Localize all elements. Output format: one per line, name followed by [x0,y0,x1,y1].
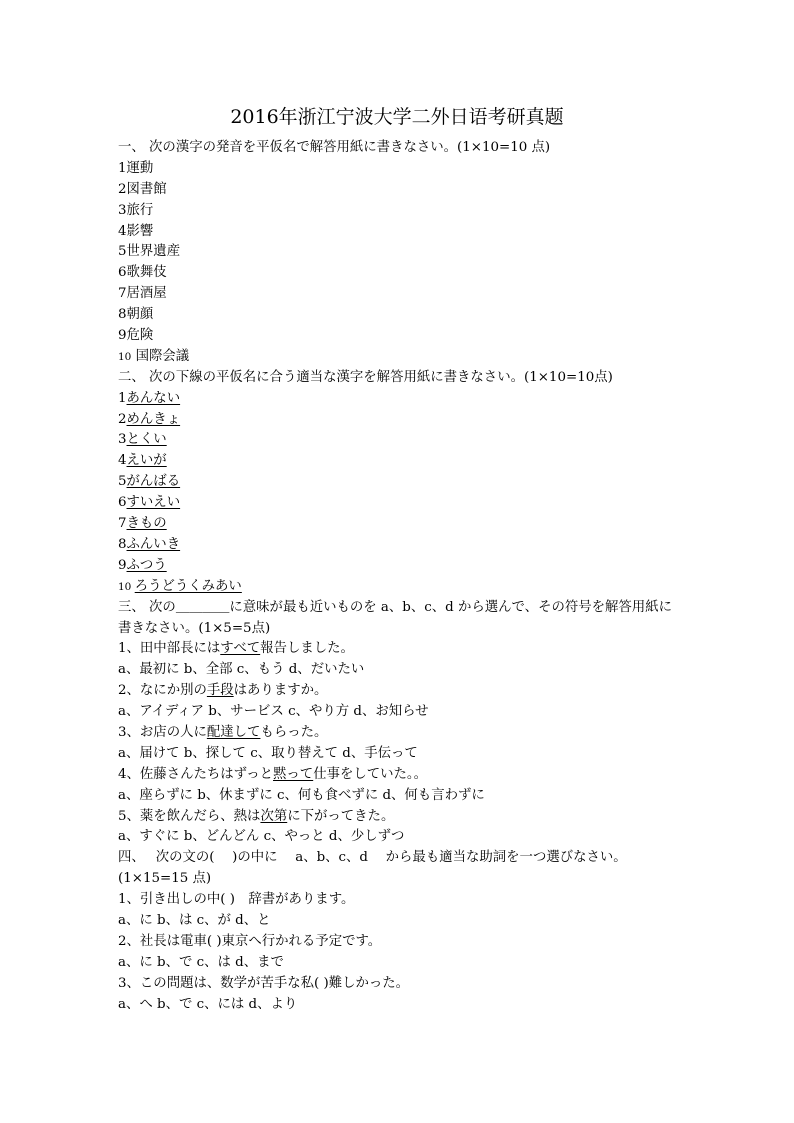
text-line [118,765,683,786]
line-text: 7居酒屋 [118,286,167,302]
line-text: 3旅行 [118,202,154,218]
text-line [118,159,683,180]
item-number: 10 [118,580,135,593]
item-number: 2 [118,411,127,427]
text-line [118,723,683,744]
text-line [118,389,683,410]
line-text: a、届けて b、探して c、取り替えて d、手伝って [118,745,418,761]
underlined-text: とくい [126,432,167,448]
text-line [118,180,683,201]
text-line [118,263,683,284]
line-text: 1、引き出しの中( ) 辞書があります。 [118,892,355,908]
line-text: 9危険 [118,328,154,344]
line-text: a、すぐに b、どんどん c、やっと d、少しずつ [118,829,405,845]
underlined-text: きもの [126,516,167,532]
underlined-text: えいが [126,453,167,469]
line-text: 4、佐藤さんたちはずっと [118,766,274,782]
item-number: 4 [118,453,127,469]
line-text: 6歌舞伎 [118,265,167,281]
line-text: 1運動 [118,160,154,176]
text-line [118,514,683,535]
text-line [118,911,683,932]
underlined-text: すべて [220,641,261,657]
text-line [118,827,683,848]
line-text: a、最初に b、全部 c、もう d、だいたい [118,662,365,678]
text-line [118,368,683,389]
item-number: 10 [118,350,132,363]
text-line [118,953,683,974]
line-text: 3、この問題は、数学が苦手な私( )難しかった。 [118,975,410,991]
underlined-text: 配達して [206,724,261,740]
underlined-text: 黙って [273,766,314,782]
text-line [118,660,683,681]
item-number: 6 [118,495,127,511]
text-line [118,744,683,765]
line-text-after: 仕事をしていた。。 [313,766,428,782]
text-line [118,681,683,702]
line-text: a、へ b、で c、には d、より [118,996,298,1012]
underlined-text: ふつう [126,557,167,573]
underlined-text: ろうどうくみあい [134,578,242,594]
text-line [118,222,683,243]
line-text-after: 報告しました。 [260,641,354,657]
item-number: 3 [118,432,127,448]
line-text: 一、 次の漢字の発音を平仮名で解答用紙に書きなさい。(1×10=10 点) [118,140,551,155]
line-text: 4影響 [118,223,154,239]
line-text-after: はありますか。 [233,683,328,699]
line-text: 8朝顔 [118,307,154,323]
item-number: 8 [118,536,127,552]
text-line [118,451,683,472]
text-line [118,890,683,911]
text-line [118,995,683,1016]
underlined-text: ふんいき [126,536,181,552]
text-line [118,326,683,347]
document-title: 2016年浙江宁波大学二外日语考研真题 [230,106,564,128]
line-text: 3、お店の人に [118,724,207,740]
line-text: 1、田中部長には [118,641,221,657]
text-line [118,848,683,890]
line-text: 2図書館 [118,181,167,197]
text-line [118,242,683,263]
underlined-text: がんばる [126,474,181,490]
line-text: a、アイディア b、サービス c、やり方 d、お知らせ [118,704,429,720]
line-text: 2、社長は電車( )東京へ行かれる予定です。 [118,933,382,949]
text-line [118,577,683,598]
line-text: 2、なにか別の [118,683,207,699]
text-line [118,284,683,305]
line-text: 5世界遺産 [118,244,181,260]
underlined-text: 手段 [206,683,234,699]
text-line [118,974,683,995]
text-line [118,807,683,828]
line-text-after: に下がってきた。 [287,808,395,824]
item-number: 5 [118,474,127,490]
line-text: 四、 次の文の( )の中に a、b、c、d から最も適当な助詞を一つ選びなさい。(1×15=15 点) [118,850,627,887]
underlined-text: めんきょ [126,411,181,427]
item-number: 9 [118,557,127,573]
text-line [118,493,683,514]
text-line [118,138,683,159]
text-line [118,201,683,222]
text-line [118,430,683,451]
line-text: 5、薬を飲んだら、熱は [118,808,261,824]
item-number: 7 [118,516,127,532]
line-text: a、に b、で c、は d、まで [118,954,284,970]
underlined-text: あんない [126,390,181,406]
text-line [118,702,683,723]
text-line [118,535,683,556]
line-text: 国際会議 [131,348,190,364]
item-number: 1 [118,390,127,406]
text-line [118,472,683,493]
underlined-text: すいえい [126,495,181,511]
underlined-text: 次第 [260,808,288,824]
text-line [118,786,683,807]
text-line [118,598,683,640]
line-text: a、に b、は c、が d、と [118,913,271,929]
text-line [118,410,683,431]
text-line [118,639,683,660]
text-line [118,347,683,368]
text-line [118,932,683,953]
text-line [118,556,683,577]
line-text-after: もらった。 [260,724,328,740]
line-text: 三、 次の＿＿＿＿に意味が最も近いものを a、b、c、d から選んで、その符号を解答用紙に書きなさい。(1×5=5点) [118,599,672,636]
text-line [118,305,683,326]
line-text: 二、 次の下線の平仮名に合う適当な漢字を解答用紙に書きなさい。(1×10=10点) [118,369,613,385]
line-text: a、座らずに b、休まずに c、何も食べずに d、何も言わずに [118,787,485,803]
document-body [118,138,683,1015]
